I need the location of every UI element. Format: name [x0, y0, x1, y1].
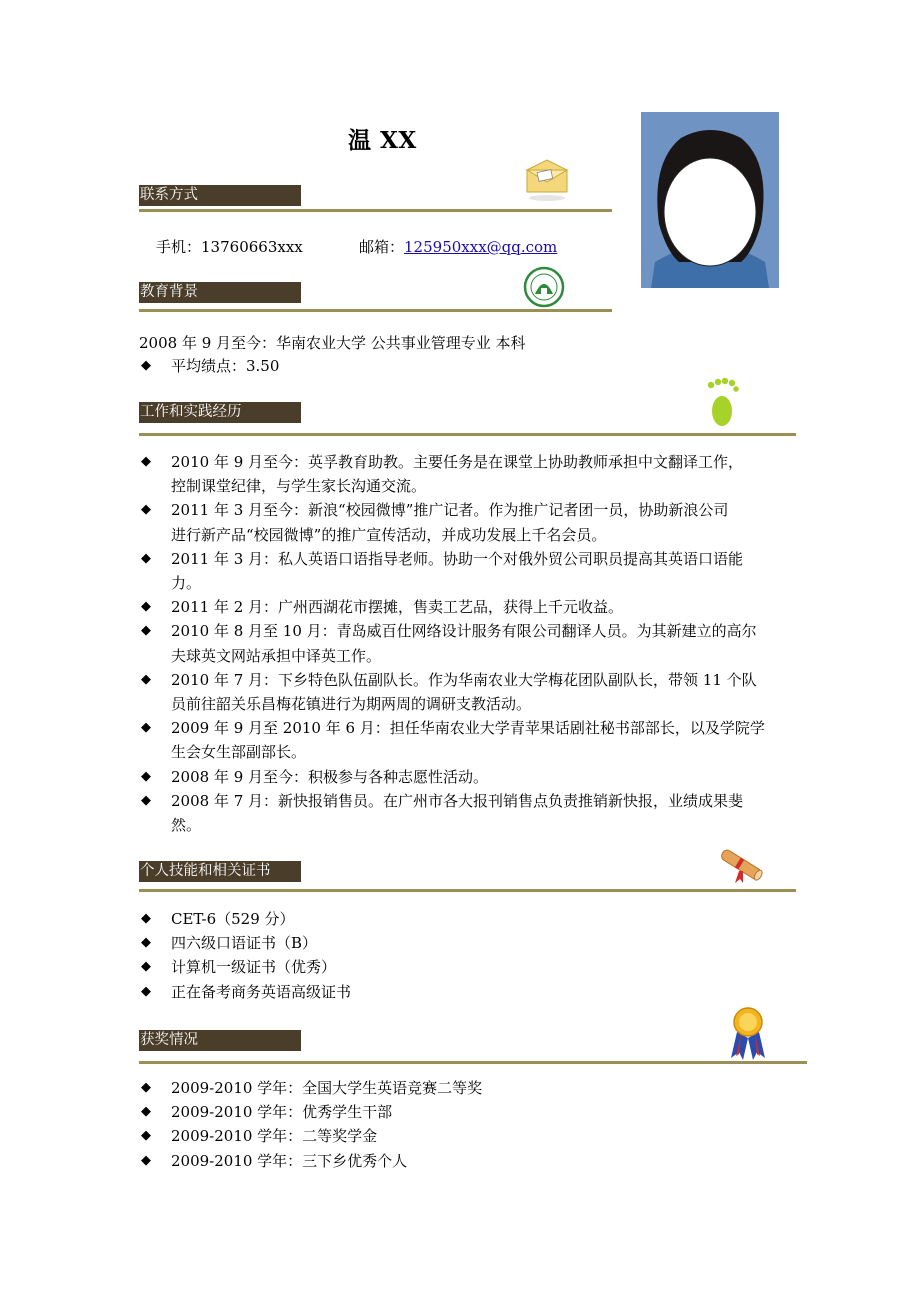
list-item: [139, 789, 784, 837]
bullet-diamond-icon: ◆: [141, 623, 151, 639]
list-item-line: 2010 年 8 月至 10 月：青岛威百仕网络设计服务有限公司翻译人员。为其新建立的高尔: [171, 622, 757, 641]
education-list: [139, 354, 279, 378]
list-item-line: 然。: [171, 816, 202, 835]
bullet-diamond-icon: ◆: [141, 1128, 151, 1144]
list-item: [139, 498, 784, 546]
bullet-diamond-icon: ◆: [141, 454, 151, 469]
section-rule-work: [139, 433, 796, 436]
list-item-line: 2010 年 7 月：下乡特色队伍副队长。作为华南农业大学梅花团队副队长，带领 11 个队: [171, 670, 757, 689]
list-item: [139, 450, 784, 498]
phone-line: [156, 236, 303, 257]
bullet-diamond-icon: ◆: [141, 1104, 151, 1120]
footprint-icon: [705, 377, 739, 433]
list-item: [139, 765, 784, 789]
section-rule-education: [139, 309, 612, 312]
bullet-diamond-icon: ◆: [141, 599, 151, 615]
envelope-icon: [523, 156, 571, 206]
list-item: [139, 668, 784, 716]
list-item-text: 平均绩点：3.50: [171, 357, 280, 375]
section-rule-skills: [139, 889, 796, 892]
list-item-text: 正在备考商务英语高级证书: [171, 982, 352, 1001]
bullet-diamond-icon: ◆: [141, 671, 151, 687]
list-item: [139, 716, 784, 764]
bullet-diamond-icon: ◆: [141, 911, 151, 926]
list-item-line: 员前往韶关乐昌梅花镇进行为期两周的调研支教活动。: [171, 695, 532, 714]
bullet-diamond-icon: ◆: [141, 1080, 151, 1095]
section-header-work: 工作和实践经历: [139, 402, 301, 423]
list-item-line: 2009 年 9 月至 2010 年 6 月：担任华南农业大学青苹果话剧社秘书部部长，以及学院学: [171, 719, 765, 738]
bullet-diamond-icon: ◆: [141, 959, 151, 975]
list-item-line: 进行新产品“校园微博”的推广宣传活动，并成功发展上千名会员。: [171, 525, 607, 544]
list-item-text: 2009-2010 学年：三下乡优秀个人: [171, 1151, 408, 1170]
list-item: [139, 907, 351, 931]
diploma-scroll-icon: [715, 845, 767, 889]
profile-photo: [641, 112, 779, 288]
bullet-diamond-icon: ◆: [141, 983, 151, 999]
bullet-diamond-icon: ◆: [141, 792, 151, 808]
bullet-diamond-icon: ◆: [141, 358, 151, 373]
list-item-text: 四六级口语证书（B）: [171, 934, 318, 953]
phone-value: 13760663xxx: [201, 238, 303, 256]
list-item-line: 夫球英文网站承担中译英工作。: [171, 646, 382, 665]
list-item: [139, 595, 784, 619]
list-item: [139, 1100, 482, 1124]
section-rule-contact: [139, 209, 612, 212]
bullet-diamond-icon: ◆: [141, 720, 151, 736]
list-item: [139, 955, 351, 979]
list-item: [139, 931, 351, 955]
list-item: [139, 1076, 482, 1100]
bullet-diamond-icon: ◆: [141, 502, 151, 518]
list-item: [139, 1149, 482, 1173]
list-item: [139, 1124, 482, 1148]
list-item-line: 2010 年 9 月至今：英孚教育助教。主要任务是在课堂上协助教师承担中文翻译工作，: [171, 453, 744, 471]
university-emblem-icon: [523, 266, 565, 312]
list-item-line: 2011 年 3 月：私人英语口语指导老师。协助一个对俄外贸公司职员提高其英语口语能: [171, 549, 744, 568]
list-item-line: 2008 年 9 月至今：积极参与各种志愿性活动。: [171, 767, 489, 786]
awards-list: [139, 1076, 482, 1173]
list-item: [139, 980, 351, 1004]
list-item-line: 2011 年 2 月：广州西湖花市摆摊，售卖工艺品，获得上千元收益。: [171, 598, 624, 617]
section-header-skills: 个人技能和相关证书: [139, 861, 301, 882]
list-item: [139, 619, 784, 667]
list-item: [139, 354, 279, 378]
phone-label: 手机：: [156, 238, 202, 256]
section-header-contact: 联系方式: [139, 185, 301, 206]
bullet-diamond-icon: ◆: [141, 550, 151, 566]
bullet-diamond-icon: ◆: [141, 1152, 151, 1168]
list-item-line: 2011 年 3 月至今：新浪“校园微博”推广记者。作为推广记者团一员，协助新浪公司: [171, 501, 729, 520]
list-item-line: 2008 年 7 月：新快报销售员。在广州市各大报刊销售点负责推销新快报，业绩成果斐: [171, 791, 744, 810]
list-item-text: CET-6（529 分）: [171, 910, 295, 928]
work-list: [139, 450, 784, 837]
list-item: [139, 547, 784, 595]
section-header-awards: 获奖情况: [139, 1030, 301, 1051]
list-item-line: 控制课堂纪律，与学生家长沟通交流。: [171, 477, 427, 496]
email-label: 邮箱：: [359, 238, 405, 256]
skills-list: [139, 907, 351, 1004]
list-item-text: 2009-2010 学年：二等奖学金: [171, 1127, 378, 1146]
list-item-line: 力。: [171, 574, 202, 593]
list-item-text: 2009-2010 学年：优秀学生干部: [171, 1103, 393, 1122]
email-line: [359, 236, 557, 257]
list-item-line: 生会女生部副部长。: [171, 743, 307, 762]
candidate-name: 温 XX: [348, 127, 417, 154]
bullet-diamond-icon: ◆: [141, 768, 151, 784]
bullet-diamond-icon: ◆: [141, 935, 151, 951]
medal-icon: [727, 1006, 769, 1066]
section-rule-awards: [139, 1061, 807, 1064]
list-item-text: 2009-2010 学年：全国大学生英语竞赛二等奖: [171, 1079, 483, 1097]
list-item-text: 计算机一级证书（优秀）: [171, 958, 337, 977]
education-line: 2008 年 9 月至今：华南农业大学 公共事业管理专业 本科: [139, 334, 526, 352]
section-header-education: 教育背景: [139, 282, 301, 303]
email-link[interactable]: 125950xxx@qq.com: [404, 238, 558, 256]
